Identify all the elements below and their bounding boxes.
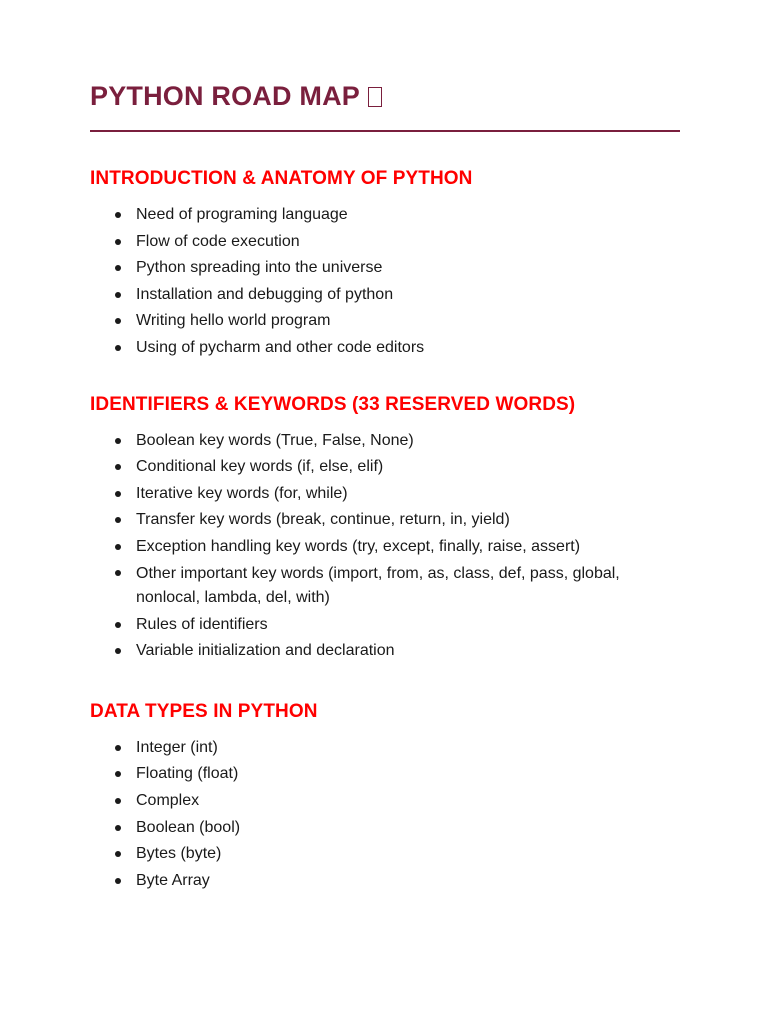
list-item-text: Byte Array bbox=[136, 871, 210, 889]
bullet-icon bbox=[115, 292, 121, 298]
bullet-list bbox=[90, 735, 680, 895]
list-item-text: Boolean key words (True, False, None) bbox=[136, 431, 414, 449]
list-item-text: Rules of identifiers bbox=[136, 615, 268, 633]
bullet-icon bbox=[115, 622, 121, 628]
list-item bbox=[90, 612, 680, 639]
document-page bbox=[90, 76, 680, 894]
bullet-list bbox=[90, 202, 680, 362]
section-data-types bbox=[90, 699, 680, 895]
bullet-icon bbox=[115, 878, 121, 884]
list-item bbox=[90, 841, 680, 868]
list-item bbox=[90, 335, 680, 362]
bullet-icon bbox=[115, 745, 121, 751]
list-item-text: Exception handling key words (try, except, finally, raise, assert) bbox=[136, 537, 581, 555]
list-item bbox=[90, 868, 680, 895]
list-item-text: Bytes (byte) bbox=[136, 845, 222, 863]
bullet-icon bbox=[115, 345, 121, 351]
list-item bbox=[90, 282, 680, 309]
list-item bbox=[90, 735, 680, 762]
list-item bbox=[90, 507, 680, 534]
bullet-icon bbox=[115, 491, 121, 497]
bullet-list bbox=[90, 428, 680, 665]
bullet-icon bbox=[115, 825, 121, 831]
list-item bbox=[90, 561, 680, 612]
list-item-text: Floating (float) bbox=[136, 765, 239, 783]
bullet-icon bbox=[115, 318, 121, 324]
list-item-text: Python spreading into the universe bbox=[136, 259, 383, 277]
section-introduction bbox=[90, 166, 680, 362]
list-item-text: Other important key words (import, from, as, class, def, pass, global, nonlocal, lambda, del, with) bbox=[136, 564, 620, 607]
bullet-icon bbox=[115, 648, 121, 654]
list-item-text: Flow of code execution bbox=[136, 232, 300, 250]
list-item-text: Iterative key words (for, while) bbox=[136, 484, 348, 502]
list-item-text: Integer (int) bbox=[136, 738, 218, 756]
bullet-icon bbox=[115, 265, 121, 271]
list-item bbox=[90, 202, 680, 229]
list-item-text: Variable initialization and declaration bbox=[136, 642, 395, 660]
list-item bbox=[90, 761, 680, 788]
bullet-icon bbox=[115, 438, 121, 444]
list-item bbox=[90, 638, 680, 665]
list-item bbox=[90, 229, 680, 256]
title-text: PYTHON ROAD MAP bbox=[90, 81, 361, 111]
list-item bbox=[90, 255, 680, 282]
bullet-icon bbox=[115, 517, 121, 523]
title-divider bbox=[90, 130, 680, 132]
section-heading: DATA TYPES IN PYTHON bbox=[90, 700, 318, 722]
bullet-icon bbox=[115, 771, 121, 777]
list-item-text: Boolean (bool) bbox=[136, 818, 241, 836]
bullet-icon bbox=[115, 798, 121, 804]
list-item bbox=[90, 815, 680, 842]
bullet-icon bbox=[115, 570, 121, 576]
list-item-text: Writing hello world program bbox=[136, 312, 331, 330]
section-heading: IDENTIFIERS & KEYWORDS (33 RESERVED WORDS) bbox=[90, 393, 576, 415]
list-item bbox=[90, 428, 680, 455]
list-item-text: Conditional key words (if, else, elif) bbox=[136, 458, 384, 476]
list-item bbox=[90, 481, 680, 508]
list-item bbox=[90, 454, 680, 481]
page-title bbox=[90, 76, 680, 116]
bullet-icon bbox=[115, 544, 121, 550]
bullet-icon bbox=[115, 212, 121, 218]
list-item-text: Complex bbox=[136, 791, 200, 809]
list-item bbox=[90, 788, 680, 815]
section-identifiers-keywords bbox=[90, 392, 680, 665]
list-item-text: Transfer key words (break, continue, return, in, yield) bbox=[136, 511, 510, 529]
missing-glyph-box-icon bbox=[368, 87, 382, 107]
list-item bbox=[90, 308, 680, 335]
list-item bbox=[90, 534, 680, 561]
section-heading: INTRODUCTION & ANATOMY OF PYTHON bbox=[90, 168, 473, 189]
list-item-text: Using of pycharm and other code editors bbox=[136, 338, 425, 356]
list-item-text: Installation and debugging of python bbox=[136, 285, 394, 303]
bullet-icon bbox=[115, 239, 121, 245]
bullet-icon bbox=[115, 464, 121, 470]
list-item-text: Need of programing language bbox=[136, 206, 348, 223]
bullet-icon bbox=[115, 851, 121, 857]
